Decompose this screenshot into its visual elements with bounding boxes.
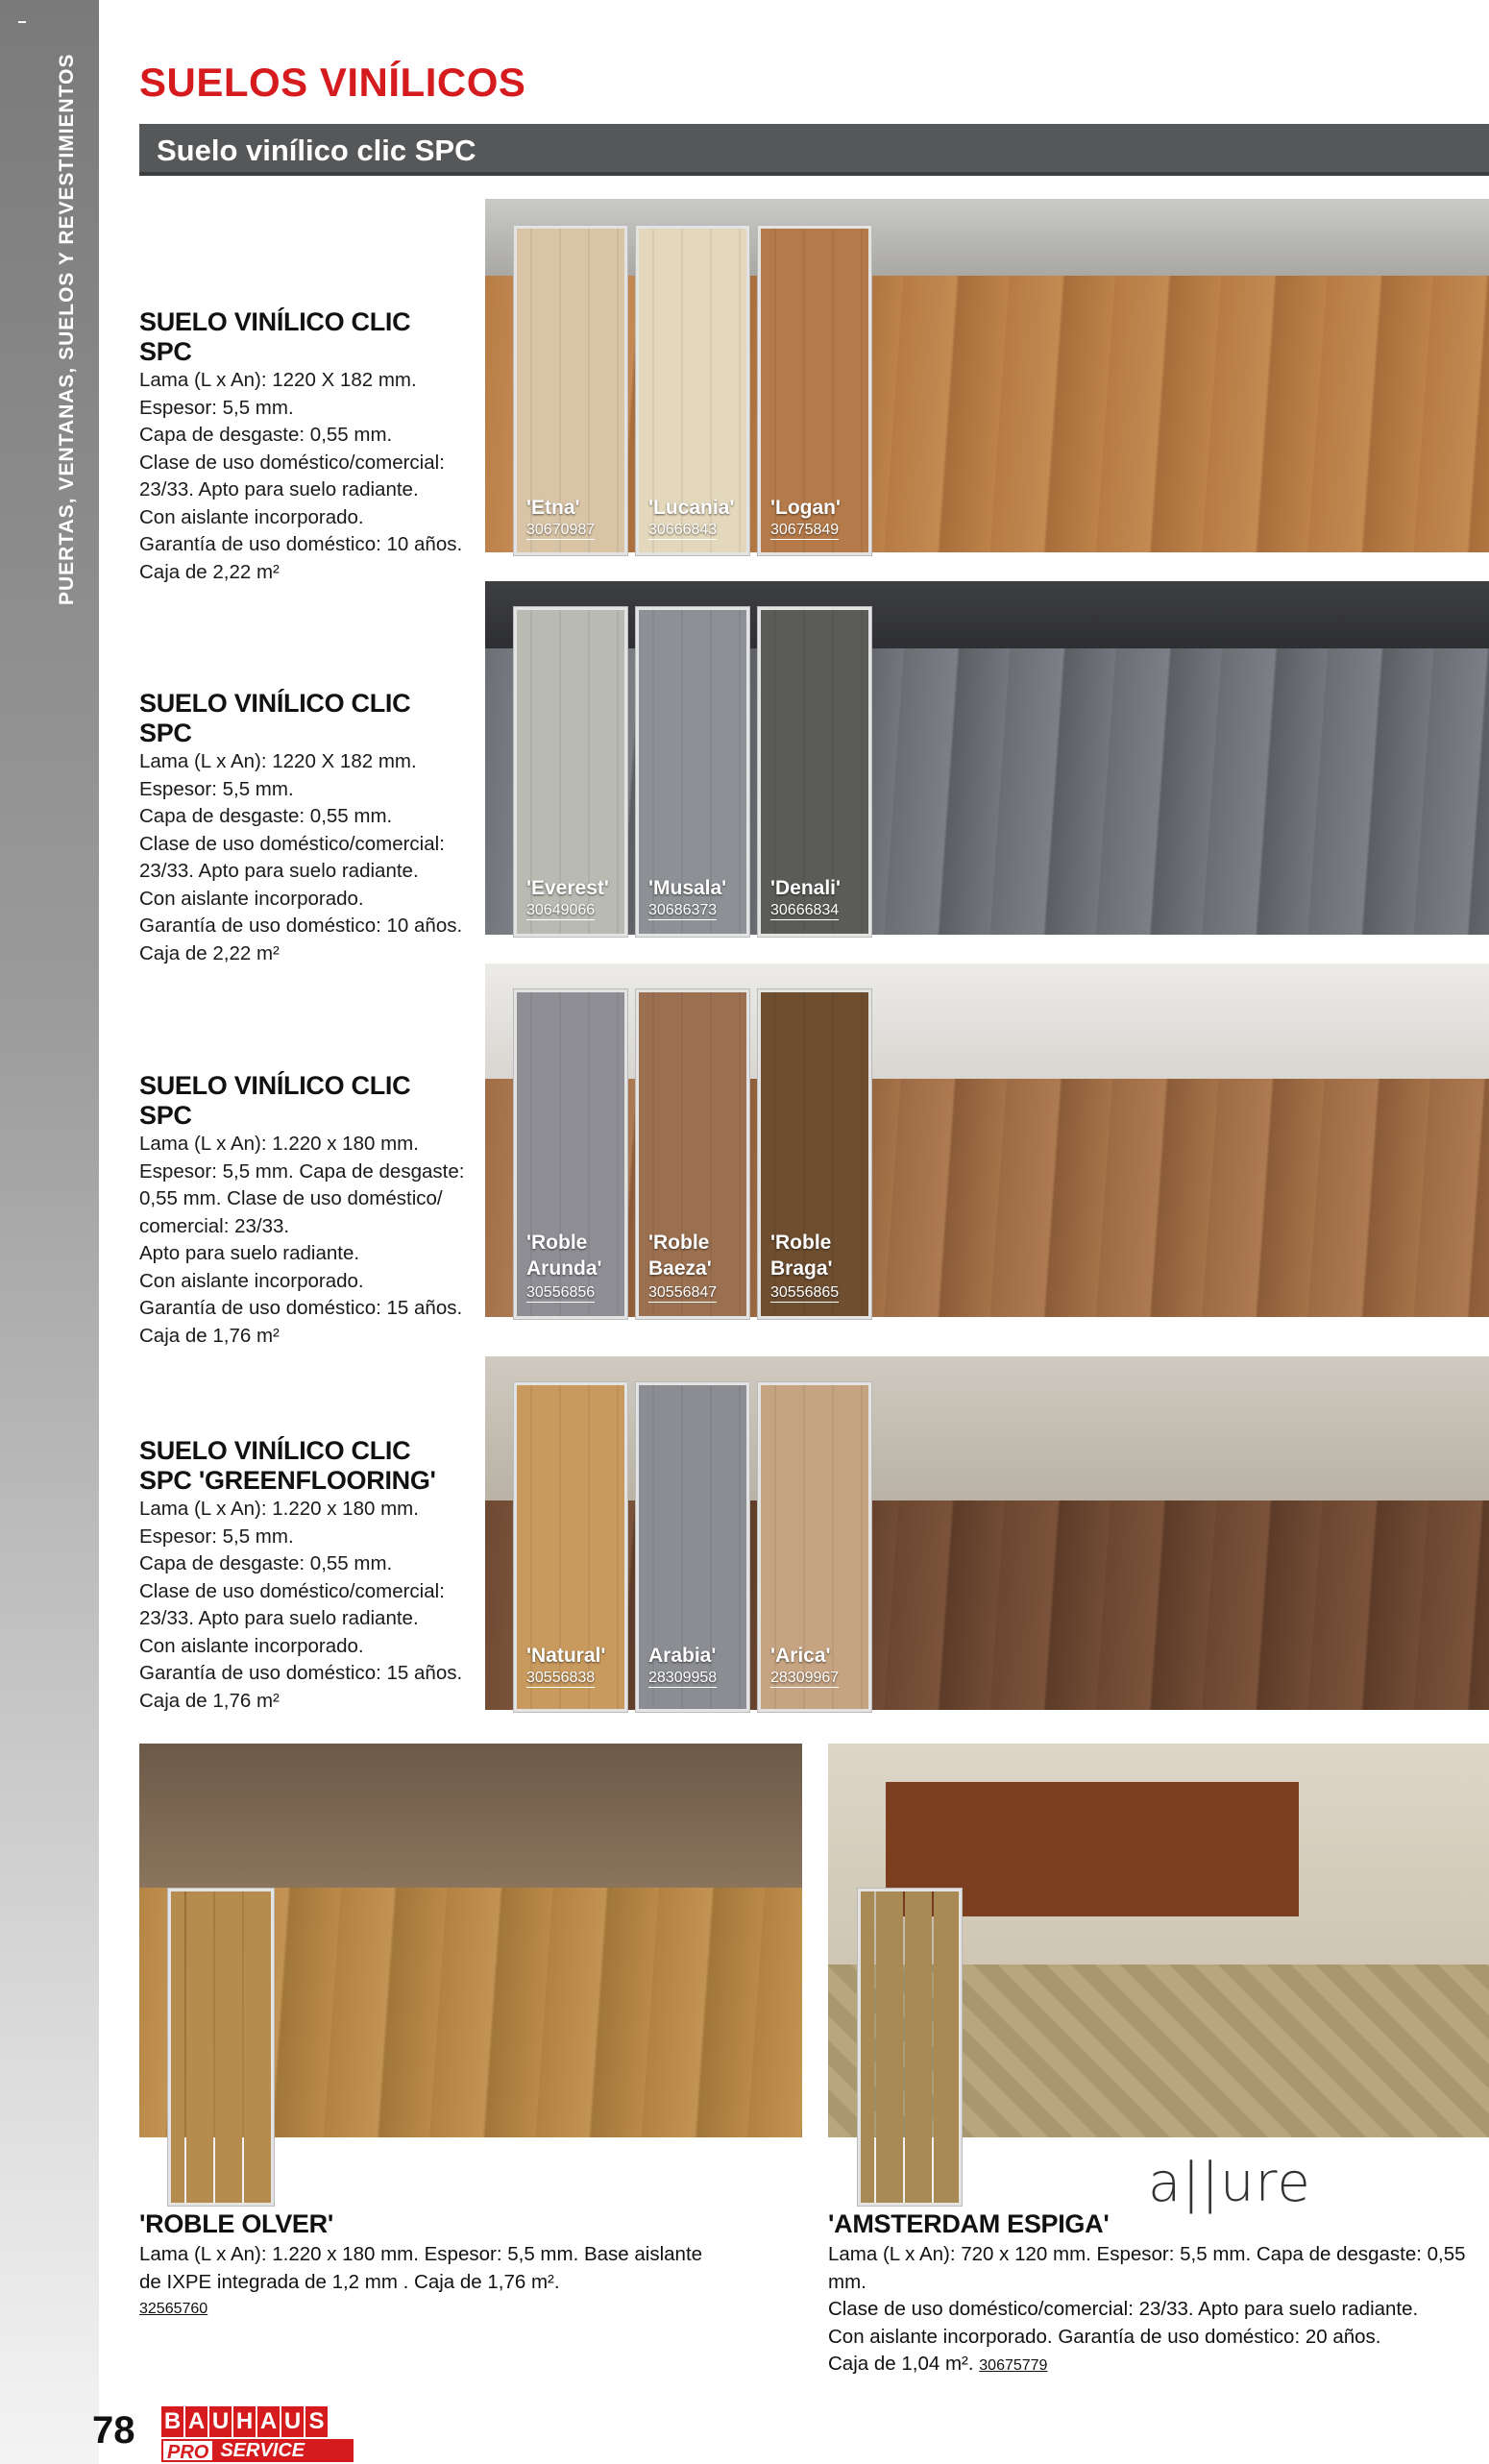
product-specs: Lama (L x An): 1220 X 182 mm. Espesor: 5,5 mm. Capa de desgaste: 0,55 mm. Clase de uso doméstico/comercial: 23/33. Apto para suelo radiante. Con aislante incorporado. Garantía de uso doméstico: 10 años. Caja de 2,22 m² bbox=[139, 750, 463, 964]
swatch-name: 'Musala' bbox=[648, 877, 727, 899]
swatch-code: 30556865 bbox=[770, 1284, 840, 1301]
product-specs: Lama (L x An): 1.220 x 180 mm. Espesor: 5,5 mm. Capa de desgaste: 0,55 mm. Clase de uso doméstico/ comercial: 23/33. Apto para suelo radiante. Con aislante incorporado. Garantía de uso doméstico: 15 años. Caja de 1,76 m² bbox=[139, 1133, 465, 1347]
sidebar-mark bbox=[18, 21, 26, 23]
spec-line: Lama (L x An): 1.220 x 180 mm. Espesor: 5,5 mm. Base aislante bbox=[139, 2243, 703, 2265]
swatch-name: 'Etna' bbox=[526, 497, 580, 519]
spec-text: Caja de 1,04 m². bbox=[828, 2353, 974, 2375]
roble-olver-title: 'ROBLE OLVER' bbox=[139, 2209, 333, 2238]
product-4-text bbox=[139, 1436, 466, 1715]
section-title: Suelo vinílico clic SPC bbox=[157, 134, 476, 167]
bauhaus-logo bbox=[161, 2406, 354, 2462]
amsterdam-espiga-title: 'AMSTERDAM ESPIGA' bbox=[828, 2209, 1110, 2238]
swatch-name: 'Arica' bbox=[770, 1645, 831, 1667]
swatch-code: 30556838 bbox=[526, 1670, 596, 1686]
swatch-name: 'Natural' bbox=[526, 1645, 606, 1667]
swatch-code: 30686373 bbox=[648, 902, 718, 918]
product-1-text bbox=[139, 307, 466, 586]
roble-olver-specs bbox=[139, 2241, 702, 2324]
allure-logo: a||ure bbox=[1148, 2152, 1311, 2214]
logo-service: SERVICE bbox=[214, 2439, 354, 2462]
swatch-name: 'Roble Baeza' bbox=[648, 1232, 712, 1280]
swatch-name: 'Roble Braga' bbox=[770, 1232, 833, 1280]
logo-bottom bbox=[161, 2439, 354, 2462]
swatch-roble-olver bbox=[168, 1889, 274, 2206]
product-code: 30675779 bbox=[979, 2357, 1048, 2374]
logo-pro: PRO bbox=[161, 2439, 214, 2462]
sidebar-section-text: PUERTAS, VENTANAS, SUELOS Y REVESTIMIENTOS bbox=[56, 53, 78, 605]
swatch-code: 30556847 bbox=[648, 1284, 718, 1301]
swatch-amsterdam-espiga bbox=[858, 1889, 962, 2206]
sidebar bbox=[0, 0, 99, 2464]
amsterdam-espiga-specs bbox=[828, 2241, 1489, 2380]
swatch-name: 'Lucania' bbox=[648, 497, 735, 519]
swatch-name: 'Roble Arunda' bbox=[526, 1232, 602, 1280]
swatch-code: 28309967 bbox=[770, 1670, 840, 1686]
logo-letter: S bbox=[305, 2406, 328, 2437]
page-number: 78 bbox=[92, 2409, 135, 2452]
product-title: SUELO VINÍLICO CLIC SPC bbox=[139, 307, 411, 366]
spec-line: Clase de uso doméstico/comercial: 23/33. Apto para suelo radiante. bbox=[828, 2298, 1419, 2320]
swatch-name: Arabia' bbox=[648, 1645, 717, 1667]
section-bar bbox=[139, 124, 1489, 176]
product-specs: Lama (L x An): 1220 X 182 mm. Espesor: 5,5 mm. Capa de desgaste: 0,55 mm. Clase de uso doméstico/comercial: 23/33. Apto para suelo radiante. Con aislante incorporado. Garantía de uso doméstico: 10 años. Caja de 2,22 m² bbox=[139, 369, 463, 583]
swatch-code: 30666834 bbox=[770, 902, 840, 918]
product-title: SUELO VINÍLICO CLIC SPC bbox=[139, 689, 411, 747]
logo-letter: A bbox=[257, 2406, 280, 2437]
spec-line: Lama (L x An): 720 x 120 mm. Espesor: 5,5 mm. Capa de desgaste: 0,55 mm. bbox=[828, 2243, 1466, 2293]
swatch-name: 'Everest' bbox=[526, 877, 609, 899]
swatch-code: 30556856 bbox=[526, 1284, 596, 1301]
logo-letter: B bbox=[161, 2406, 183, 2437]
spec-line: de IXPE integrada de 1,2 mm . Caja de 1,76 m². bbox=[139, 2270, 560, 2293]
spec-line bbox=[828, 2351, 1489, 2380]
product-2-text bbox=[139, 689, 466, 967]
swatch-code: 30666843 bbox=[648, 522, 718, 538]
product-title: SUELO VINÍLICO CLIC SPC 'GREENFLOORING' bbox=[139, 1436, 436, 1495]
product-specs: Lama (L x An): 1.220 x 180 mm. Espesor: 5,5 mm. Capa de desgaste: 0,55 mm. Clase de uso doméstico/comercial: 23/33. Apto para suelo radiante. Con aislante incorporado. Garantía de uso doméstico: 15 años. Caja de 1,76 m² bbox=[139, 1498, 463, 1712]
swatch-code: 30649066 bbox=[526, 902, 596, 918]
product-code: 32565760 bbox=[139, 2301, 208, 2317]
product-title: SUELO VINÍLICO CLIC SPC bbox=[139, 1071, 411, 1130]
logo-letter: H bbox=[233, 2406, 256, 2437]
swatch-name: 'Logan' bbox=[770, 497, 841, 519]
logo-letter: U bbox=[281, 2406, 304, 2437]
spec-line: Con aislante incorporado. Garantía de uso doméstico: 20 años. bbox=[828, 2325, 1381, 2348]
product-3-text bbox=[139, 1071, 466, 1350]
logo-letter: U bbox=[209, 2406, 232, 2437]
logo-letters bbox=[161, 2406, 354, 2437]
swatch-code: 30675849 bbox=[770, 522, 840, 538]
page-title: SUELOS VINÍLICOS bbox=[139, 60, 526, 105]
swatch-code: 28309958 bbox=[648, 1670, 718, 1686]
swatch-name: 'Denali' bbox=[770, 877, 842, 899]
swatch-code: 30670987 bbox=[526, 522, 596, 538]
logo-letter: A bbox=[185, 2406, 207, 2437]
